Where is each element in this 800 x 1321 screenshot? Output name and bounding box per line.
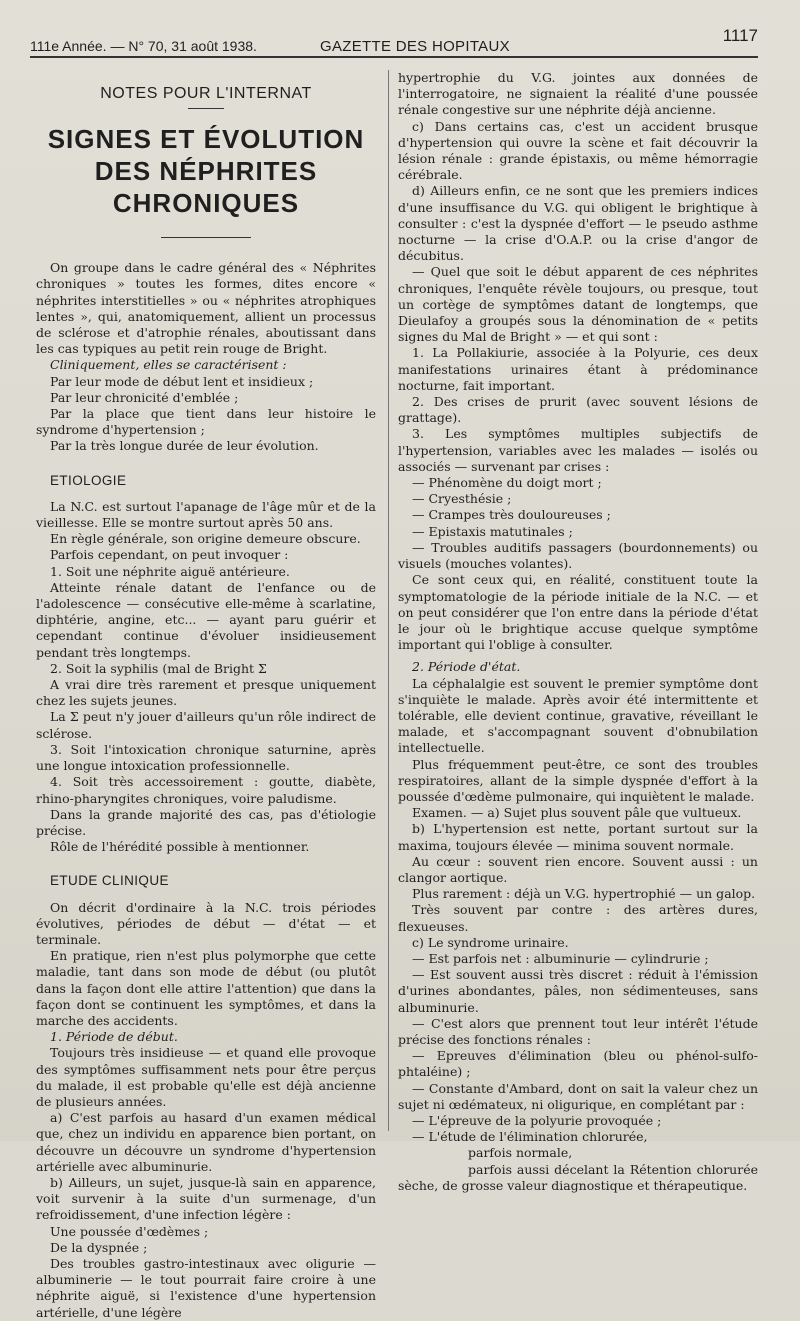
- paragraph: En règle générale, son origine demeure obscure.: [50, 531, 361, 547]
- paragraph: c) Le syndrome urinaire.: [412, 934, 569, 950]
- list-item: — Troubles auditifs passagers (bourdonnements) ou visuels (mouches volantes).: [398, 539, 758, 572]
- paragraph: Ce sont ceux qui, en réalité, constituent toute la symptomatologie de la période initiale de la N.C. — et on peut considérer que l'on entre dans la période d'état le jour où le brightique accuse quelque symptôme important qui l'oblige à consulter.: [398, 572, 758, 653]
- paragraph: d) Ailleurs enfin, ce ne sont que les premiers indices d'une insuffisance du V.G. qui obligent le brightique à consulter : c'est la dyspnée d'effort — le pseudo asthme nocturne — la crise d'O.A.P. ou la crise d'angor de décubitus.: [398, 183, 758, 264]
- paragraph: 4. Soit très accessoirement : goutte, diabète, rhino-pharyngites chroniques, voire paludisme.: [36, 774, 376, 806]
- paragraph: a) C'est parfois au hasard d'un examen médical que, chez un individu en apparence bien portant, on découvre un découvre un syndrome d'hypertension artérielle avec albuminurie.: [36, 1110, 376, 1174]
- paragraph: La Σ peut n'y jouer d'ailleurs qu'un rôle indirect de sclérose.: [36, 709, 376, 741]
- kicker-rule: [188, 108, 224, 109]
- paragraph: b) L'hypertension est nette, portant surtout sur la maxima, toujours élevée — minima souvent normale.: [398, 821, 758, 853]
- list-item: — Epreuves d'élimination (bleu ou phénol-sulfo-phtaléine) ;: [398, 1048, 758, 1080]
- article-title: [36, 123, 376, 219]
- paragraph: 2. Soit la syphilis (mal de Bright Σ: [50, 660, 267, 676]
- left-column: [36, 70, 376, 1320]
- paragraph: Examen. — a) Sujet plus souvent pâle que vultueux.: [412, 805, 742, 821]
- intro-paragraph: On groupe dans le cadre général des « Néphrites chroniques » toutes les formes, dites encore « néphrites interstitielles » ou « néphrites atrophiques lentes », qui, anatomiquement, allient un processus de sclérose et d'atrophie rénales, aboutissant dans les cas typiques au petit rein rouge de Bright.: [36, 260, 376, 357]
- paragraph: c) Dans certains cas, c'est un accident brusque d'hypertension qui ouvre la scène et fait découvrir la lésion rénale : grande épistaxis, ou même hémorragie cérébrale.: [398, 118, 758, 183]
- paragraph: Une poussée d'œdèmes ;: [50, 1223, 209, 1239]
- list-item: parfois aussi décelant la Rétention chlorurée sèche, de grosse valeur diagnostique et thérapeutique.: [398, 1161, 758, 1193]
- list-item: — Constante d'Ambard, dont on sait la valeur chez un sujet ni œdémateux, ni oligurique, en complétant par :: [398, 1080, 758, 1112]
- list-item: — Est souvent aussi très discret : réduit à l'émission d'urines abondantes, pâles, non sédimenteuses, sans albuminurie.: [398, 967, 758, 1015]
- title-rule: [161, 237, 251, 238]
- paragraph: Atteinte rénale datant de l'enfance ou de l'adolescence — consécutive elle-même à scarlatine, diphtérie, angine, etc... — ayant paru guérir et cependant continue d'évoluer insidieusement pendant très longtemps.: [36, 579, 376, 660]
- paragraph: La N.C. est surtout l'apanage de l'âge mûr et de la vieillesse. Elle se montre surtout après 50 ans.: [36, 498, 376, 531]
- list-item: — C'est alors que prennent tout leur intérêt l'étude précise des fonctions rénales :: [398, 1015, 758, 1047]
- subsection-heading: 1. Période de début.: [50, 1029, 178, 1045]
- paragraph: Plus fréquemment peut-être, ce sont des troubles respiratoires, allant de la simple dyspnée d'effort à la poussée d'œdème pulmonaire, qui inquiètent le malade.: [398, 756, 758, 804]
- list-item: — Est parfois net : albuminurie — cylindrurie ;: [412, 950, 709, 966]
- issue-info: 111e Année. — N° 70, 31 août 1938.: [30, 38, 257, 54]
- paragraph: — Quel que soit le début apparent de ces néphrites chroniques, l'enquête révèle toujours, ou presque, tout un cortège de symptômes datant de longtemps, que Dieulafoy a groupés sous la dénomination de « petits signes du Mal de Bright » — et qui sont :: [398, 264, 758, 345]
- paragraph: 1. La Pollakiurie, associée à la Polyurie, ces deux manifestations urinaires étant à prédominance nocturne, fait important.: [398, 345, 758, 393]
- paragraph: Par la très longue durée de leur évolution.: [50, 438, 319, 454]
- paragraph: hypertrophie du V.G. jointes aux données de l'interrogatoire, ne signaient la réalité d'une poussée rénale congestive sur une néphrite déjà ancienne.: [398, 70, 758, 118]
- paragraph: En pratique, rien n'est plus polymorphe que cette maladie, tant dans son mode de début (ou plutôt dans la façon dont elle attire l'attention) que dans la façon dont se continuent les symptômes, et dans la marche des accidents.: [36, 948, 376, 1028]
- paragraph: Très souvent par contre : des artères dures, flexueuses.: [398, 902, 758, 934]
- paragraph: Rôle de l'hérédité possible à mentionner.: [50, 839, 310, 855]
- section-heading-etiologie: ETIOLOGIE: [50, 472, 127, 488]
- section-heading-clinique: ETUDE CLINIQUE: [50, 873, 169, 889]
- paragraph: Au cœur : souvent rien encore. Souvent aussi : un clangor aortique.: [398, 853, 758, 885]
- list-item: parfois normale,: [468, 1145, 573, 1161]
- paragraph: Par leur mode de début lent et insidieux ;: [50, 373, 314, 389]
- title-line-1: SIGNES ET ÉVOLUTION: [47, 124, 365, 155]
- paragraph: 3. Les symptômes multiples subjectifs de l'hypertension, variables avec les malades — isolés ou associés — survenant par crises :: [398, 426, 758, 474]
- paragraph: A vrai dire très rarement et presque uniquement chez les sujets jeunes.: [36, 677, 376, 709]
- paragraph: Des troubles gastro-intestinaux avec oligurie — albuminerie — le tout pourrait faire croire à une néphrite aiguë, si l'existence d'une hypertension artérielle, d'une légère: [36, 1255, 376, 1320]
- list-item: — Epistaxis matutinales ;: [412, 523, 573, 539]
- list-item: — Cryesthésie ;: [412, 491, 512, 507]
- paragraph: 1. Soit une néphrite aiguë antérieure.: [50, 563, 290, 579]
- journal-title: GAZETTE DES HOPITAUX: [320, 38, 510, 55]
- list-item: — L'étude de l'élimination chlorurée,: [412, 1129, 648, 1145]
- paragraph: De la dyspnée ;: [50, 1239, 148, 1255]
- paragraph: b) Ailleurs, un sujet, jusque-là sain en apparence, voit survenir à la suite d'un surmenage, d'un refroidissement, d'une infection légère :: [36, 1174, 376, 1223]
- paragraph: Dans la grande majorité des cas, pas d'étiologie précise.: [36, 806, 376, 838]
- paragraph: Parfois cependant, on peut invoquer :: [50, 547, 289, 563]
- paragraph: Plus rarement : déjà un V.G. hypertrophié — un galop.: [412, 886, 756, 902]
- column-divider: [388, 70, 389, 1131]
- paragraph: Par la place que tient dans leur histoire le syndrome d'hypertension ;: [36, 406, 376, 438]
- title-line-2: DES NÉPHRITES CHRONIQUES: [94, 156, 318, 219]
- section-kicker: NOTES POUR L'INTERNAT: [100, 85, 312, 102]
- paragraph: Cliniquement, elles se caractérisent :: [50, 357, 287, 373]
- paragraph: 3. Soit l'intoxication chronique saturnine, après une longue intoxication professionnelle.: [36, 741, 376, 774]
- right-column: [398, 70, 758, 1193]
- page-number: 1117: [722, 26, 758, 45]
- subsection-heading: 2. Période d'état.: [412, 659, 521, 675]
- paragraph: La céphalalgie est souvent le premier symptôme dont s'inquiète le malade. Après avoir été intermittente et tolérable, elle devient continue, gravative, réveillant le malade, et s'accompagnant souvent d'obnubilation intellectuelle.: [398, 675, 758, 756]
- list-item: — L'épreuve de la polyurie provoquée ;: [412, 1113, 662, 1128]
- list-item: — Phénomène du doigt mort ;: [412, 475, 602, 491]
- paragraph: On décrit d'ordinaire à la N.C. trois périodes évolutives, périodes de début — d'état — et terminale.: [36, 899, 376, 947]
- list-item: — Crampes très douloureuses ;: [412, 507, 611, 523]
- paragraph: 2. Des crises de prurit (avec souvent lésions de grattage).: [398, 394, 758, 426]
- paragraph: Toujours très insidieuse — et quand elle provoque des symptômes suffisamment nets pour être perçus du malade, il est probable qu'elle est déjà ancienne de plusieurs années.: [36, 1045, 376, 1109]
- page-header: [30, 26, 758, 58]
- paragraph: Par leur chronicité d'emblée ;: [50, 389, 239, 405]
